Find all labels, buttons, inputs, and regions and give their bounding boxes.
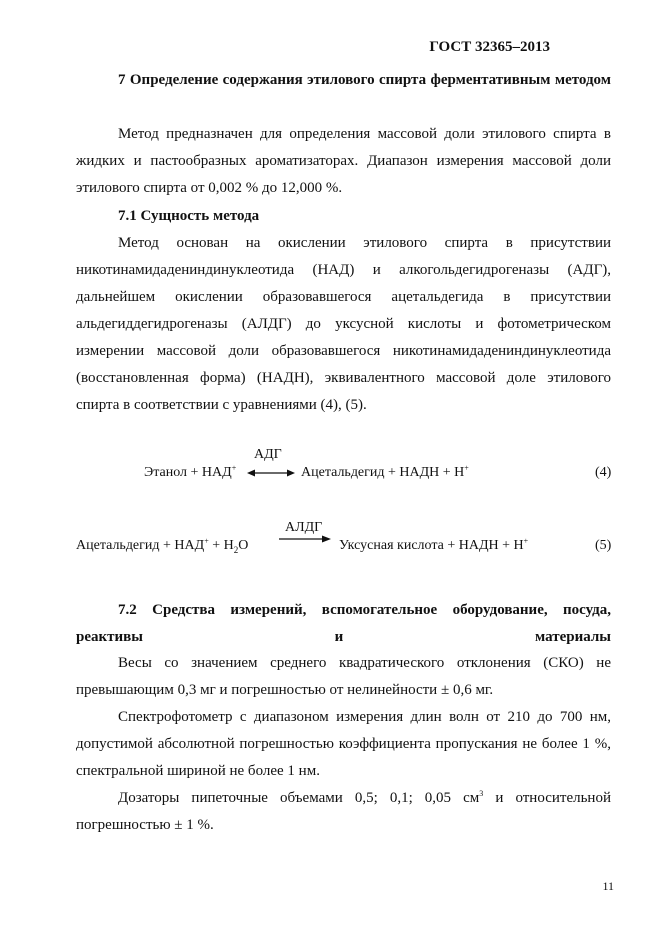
section-7-2-heading: 7.2 Средства измерений, вспомогательное оборудование, посуда, реактивы и материалы	[76, 602, 611, 645]
document-header: ГОСТ 32365–2013	[429, 39, 550, 55]
dispensers-text-2: и относительной погрешностью ± 1 %.	[76, 790, 611, 833]
eq5-left-subscript: 2	[233, 544, 239, 555]
eq5-left-text-2: + Н	[208, 538, 234, 553]
scales-paragraph: Весы со значением среднего квадратического отклонения (СКО) не превышающим 0,3 мг и погрешностью от нелинейности ± 0,6 мг.	[76, 655, 611, 698]
eq4-number: (4)	[595, 465, 612, 480]
eq4-enzyme-label: АДГ	[254, 447, 282, 462]
eq5-right-superscript: +	[523, 536, 529, 546]
eq4-left-superscript: +	[231, 463, 237, 473]
section-7-1-paragraph: Метод основан на окислении этилового спирта в присутствии никотинамидадениндинуклеотида (НАД) и алкогольдегидрогеназы (АДГ), дальнейшем окислении образовавшегося ацетальдегида в присутствии альдегиддегидрогеназы (АЛДГ) до уксусной кислоты и фотометрическом измерении массовой доли образовавшегося никотинамидадениндинуклеотида (восстановленная форма) (НАДН), эквивалентного массовой доле этилового спирта в соответствии с уравнениями (4), (5).	[76, 235, 611, 413]
dispensers-paragraph	[76, 785, 611, 839]
eq5-number: (5)	[595, 538, 612, 553]
page-number: 11	[602, 879, 614, 893]
spectrophotometer-paragraph: Спектрофотометр с диапазоном измерения длин волн от 210 до 700 нм, допустимой абсолютной погрешностью коэффициента пропускания не более 1 %, спектральной шириной не более 1 нм.	[76, 709, 611, 779]
eq5-left-side	[76, 538, 248, 554]
eq4-right-text: Ацетальдегид + НАДН + Н	[301, 465, 465, 480]
eq4-reversible-arrow-icon	[247, 467, 295, 479]
eq4-left-side	[144, 465, 236, 481]
section-7-paragraph: Метод предназначен для определения массовой доли этилового спирта в жидких и пастообразных ароматизаторах. Диапазон измерения массовой доли этилового спирта от 0,002 % до 12,000 %.	[76, 126, 611, 196]
section-7-heading: 7 Определение содержания этилового спирта ферментативным методом	[118, 72, 611, 88]
eq4-right-side	[301, 465, 469, 481]
eq5-left-superscript: +	[204, 536, 209, 546]
eq4-right-superscript: +	[464, 463, 469, 473]
eq5-left-text-3: О	[238, 538, 249, 553]
eq5-left-text-1: Ацетальдегид + НАД	[76, 538, 205, 553]
eq5-right-text: Уксусная кислота + НАДН + Н	[339, 538, 524, 553]
dispensers-text-1: Дозаторы пипеточные объемами 0,5; 0,1; 0,05 см	[118, 790, 480, 806]
eq5-enzyme-label: АЛДГ	[285, 520, 323, 535]
eq4-left-text: Этанол + НАД	[144, 465, 232, 480]
eq5-right-side	[339, 538, 528, 554]
dispensers-superscript: 3	[479, 789, 484, 798]
section-7-1-heading: 7.1 Сущность метода	[118, 208, 260, 224]
eq5-right-arrow-icon	[279, 534, 331, 544]
